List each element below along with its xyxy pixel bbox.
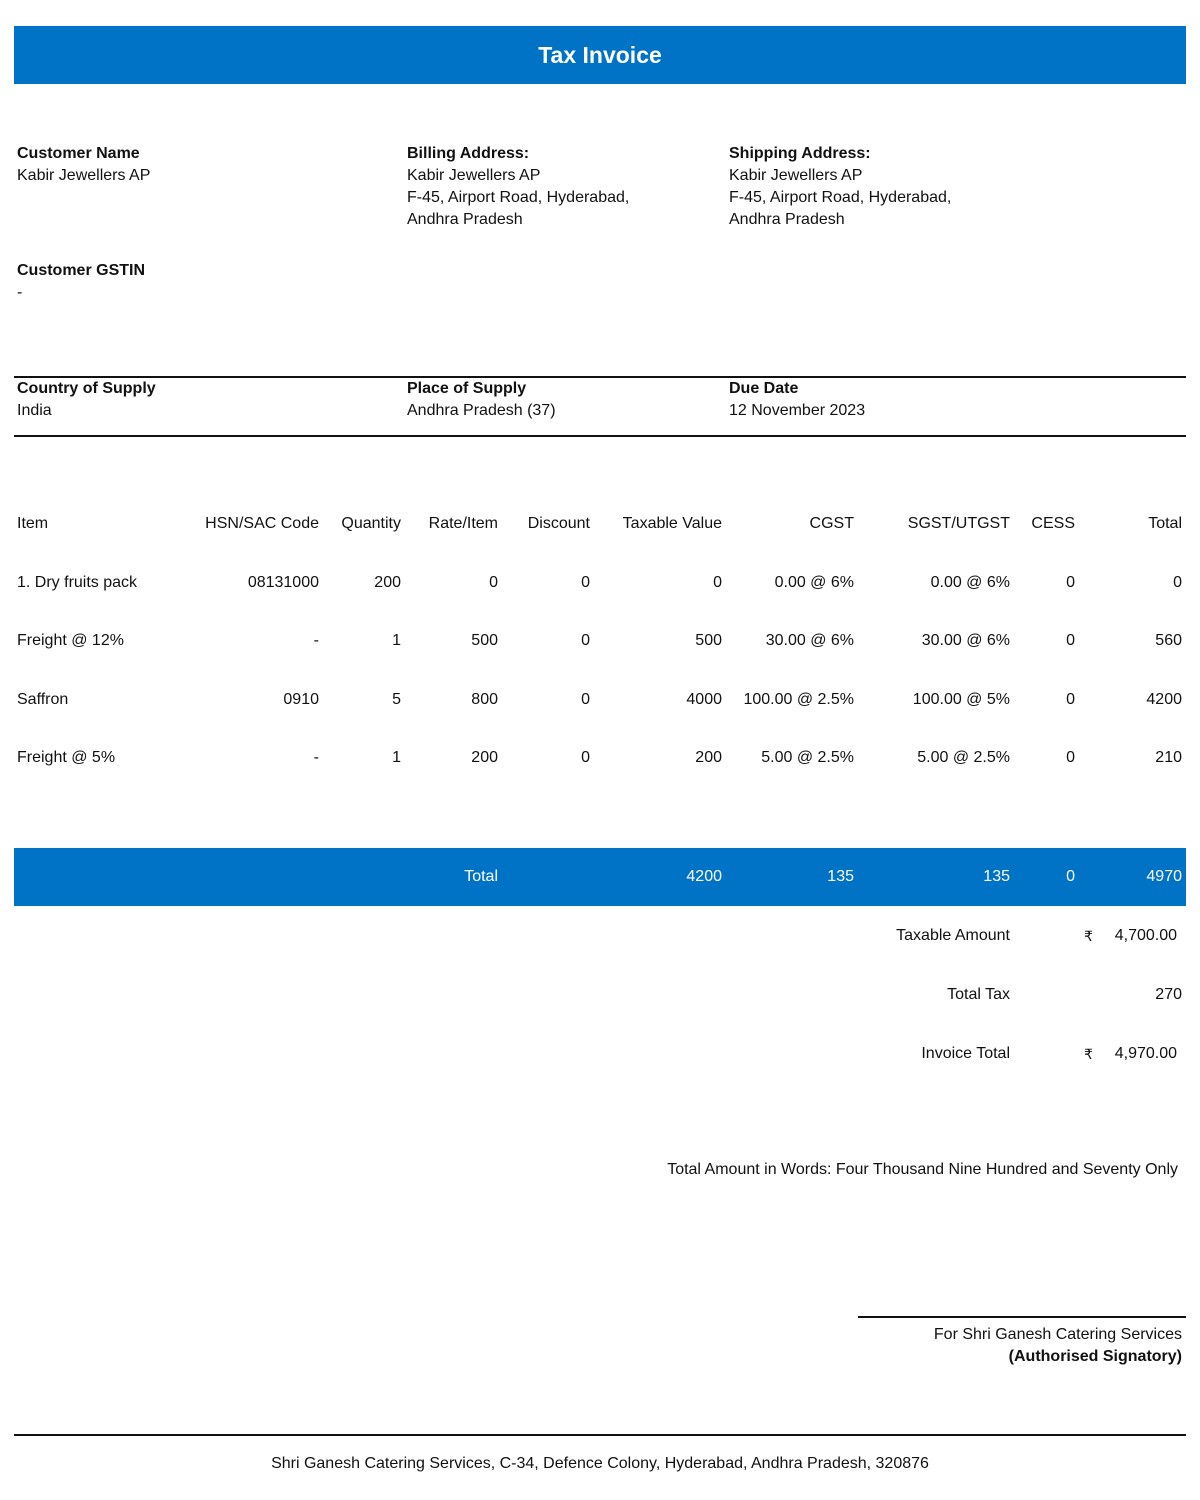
due-date-block [729,378,865,422]
header-item: Item [17,515,49,532]
total-tax-value: 270 [1155,986,1182,1003]
row-taxable-value: 4000 [686,690,722,708]
header-rate: Rate/Item [428,515,498,532]
table-row [14,671,1186,730]
table-row [14,612,1186,671]
rupee-icon: ₹ [1084,1046,1093,1062]
row-hsn: - [313,632,319,649]
place-of-supply-label: Place of Supply [407,380,527,397]
row-cgst: 100.00 @ 2.5% [743,690,854,708]
row-cess: 0 [1066,573,1075,591]
footer-address: Shri Ganesh Catering Services, C-34, Defence Colony, Hyderabad, Andhra Pradesh, 320876 [271,1455,929,1472]
row-discount: 0 [581,573,590,591]
row-cgst: 5.00 @ 2.5% [761,749,854,766]
row-hsn: 0910 [283,690,319,708]
row-sgst: 0.00 @ 6% [930,573,1010,591]
invoice-total-row [700,1039,1180,1069]
signatory-role: (Authorised Signatory) [1008,1348,1182,1365]
customer-gstin-label: Customer GSTIN [17,262,146,279]
row-item: Freight @ 12% [17,632,124,649]
totals-cess: 0 [1066,868,1075,885]
header-total: Total [1148,515,1182,532]
row-discount: 0 [581,632,590,649]
totals-taxable-value: 4200 [686,868,722,885]
billing-line-3: Andhra Pradesh [407,211,523,228]
customer-name: Kabir Jewellers AP [17,167,151,184]
amount-in-words: Total Amount in Words: Four Thousand Nine Hundred and Seventy Only [667,1161,1178,1178]
place-of-supply-block [407,378,556,422]
header-discount: Discount [527,515,590,532]
supply-bottom-divider [14,435,1186,437]
row-item: Freight @ 5% [17,749,116,766]
row-sgst: 100.00 @ 5% [912,690,1010,708]
customer-name-label: Customer Name [17,145,140,162]
row-total: 560 [1155,632,1182,649]
row-quantity: 5 [392,690,401,708]
totals-cgst: 135 [827,868,854,885]
country-of-supply-label: Country of Supply [17,380,156,397]
row-total: 210 [1155,749,1182,766]
supply-top-divider [14,376,1186,378]
taxable-amount-value: 4,700.00 [1114,927,1177,944]
total-tax-label: Total Tax [947,986,1010,1003]
row-rate: 800 [471,690,498,708]
shipping-line-2: F-45, Airport Road, Hyderabad, [729,189,952,206]
footer-divider [14,1434,1186,1436]
signatory-company: For Shri Ganesh Catering Services [933,1326,1182,1343]
due-date-label: Due Date [729,380,799,397]
invoice-title: Tax Invoice [538,41,662,68]
row-quantity: 1 [392,632,401,649]
invoice-total-value: 4,970.00 [1114,1045,1177,1062]
row-rate: 200 [471,749,498,766]
table-header-row [14,495,1186,554]
row-cess: 0 [1066,632,1075,649]
row-quantity: 200 [374,573,401,591]
header-cess: CESS [1031,515,1075,532]
row-taxable-value: 0 [713,573,722,591]
row-sgst: 5.00 @ 2.5% [917,749,1010,766]
row-cess: 0 [1066,690,1075,708]
row-total: 4200 [1146,690,1182,708]
row-cgst: 0.00 @ 6% [774,573,854,591]
items-table [14,495,1186,788]
invoice-title-bar [14,26,1186,84]
header-cgst: CGST [809,515,854,532]
shipping-address-label: Shipping Address: [729,145,871,162]
row-rate: 0 [489,573,498,591]
row-sgst: 30.00 @ 6% [921,632,1010,649]
due-date: 12 November 2023 [729,402,866,419]
row-discount: 0 [581,690,590,708]
totals-sgst: 135 [983,868,1010,885]
rupee-icon: ₹ [1084,928,1093,944]
header-hsn: HSN/SAC Code [205,515,319,532]
billing-address-block [407,143,629,231]
shipping-address-block [729,143,951,231]
totals-bar [14,848,1186,906]
totals-total: 4970 [1146,868,1182,885]
shipping-line-3: Andhra Pradesh [729,211,845,228]
billing-address-label: Billing Address: [407,145,530,162]
taxable-amount-row [700,921,1180,951]
billing-line-2: F-45, Airport Road, Hyderabad, [407,189,630,206]
row-rate: 500 [471,632,498,649]
row-hsn: 08131000 [247,573,319,591]
header-quantity: Quantity [341,515,401,532]
invoice-total-label: Invoice Total [921,1045,1010,1062]
customer-gstin-block [17,260,145,304]
shipping-line-1: Kabir Jewellers AP [729,167,863,184]
row-hsn: - [313,749,319,766]
row-discount: 0 [581,749,590,766]
row-total: 0 [1173,573,1182,591]
totals-label: Total [464,868,498,885]
customer-gstin: - [17,284,23,301]
row-item: 1. Dry fruits pack [17,573,138,591]
billing-line-1: Kabir Jewellers AP [407,167,541,184]
country-of-supply: India [17,402,52,419]
row-cess: 0 [1066,749,1075,766]
header-sgst: SGST/UTGST [907,515,1010,532]
row-taxable-value: 500 [695,632,722,649]
taxable-amount-label: Taxable Amount [896,927,1010,944]
total-tax-row [700,980,1180,1010]
header-taxable-value: Taxable Value [622,515,722,532]
row-taxable-value: 200 [695,749,722,766]
signature-line [858,1316,1186,1318]
table-row [14,729,1186,788]
row-quantity: 1 [392,749,401,766]
table-row [14,554,1186,613]
row-item: Saffron [17,690,69,708]
row-cgst: 30.00 @ 6% [765,632,854,649]
signatory-block [934,1324,1182,1368]
customer-name-block [17,143,150,187]
country-of-supply-block [17,378,156,422]
place-of-supply: Andhra Pradesh (37) [407,402,556,419]
